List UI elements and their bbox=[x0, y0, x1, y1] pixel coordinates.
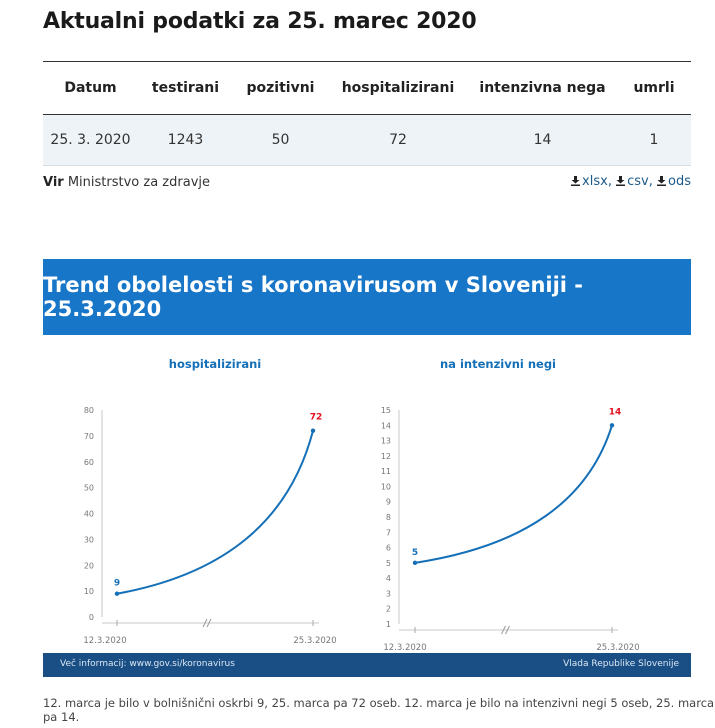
page-heading: Aktualni podatki za 25. marec 2020 bbox=[43, 9, 477, 34]
download-label: xlsx bbox=[582, 174, 608, 189]
y-tick-label: 0 bbox=[88, 613, 94, 622]
footer-info-link[interactable]: Več informacij: www.gov.si/koronavirus bbox=[60, 659, 235, 669]
download-icon bbox=[571, 176, 580, 186]
data-point bbox=[413, 561, 417, 565]
download-separator: , bbox=[648, 174, 653, 189]
source-label: Vir bbox=[43, 175, 64, 190]
x-tick-label: 25.3.2020 bbox=[596, 643, 640, 653]
y-tick-label: 13 bbox=[380, 436, 391, 446]
table-cell: 25. 3. 2020 bbox=[43, 115, 138, 166]
data-table bbox=[43, 61, 691, 166]
data-point bbox=[311, 429, 315, 433]
series-line bbox=[415, 425, 612, 563]
download-ods-link[interactable] bbox=[657, 174, 691, 189]
download-csv-link[interactable] bbox=[616, 174, 649, 189]
table-cell: 14 bbox=[468, 115, 617, 166]
download-label: csv bbox=[627, 174, 649, 189]
y-tick-label: 20 bbox=[83, 561, 94, 571]
table-row bbox=[43, 115, 691, 166]
column-header: intenzivna nega bbox=[468, 62, 617, 115]
column-header: testirani bbox=[138, 62, 233, 115]
y-tick-label: 4 bbox=[385, 574, 391, 584]
y-tick-label: 7 bbox=[385, 528, 391, 538]
data-label-end: 14 bbox=[608, 407, 622, 418]
series-line bbox=[117, 431, 313, 594]
data-label-start: 5 bbox=[411, 547, 419, 558]
infographic bbox=[43, 259, 691, 677]
download-links bbox=[571, 174, 691, 189]
source-text: Ministrstvo za zdravje bbox=[67, 175, 210, 190]
y-tick-label: 3 bbox=[385, 589, 391, 599]
y-tick-label: 70 bbox=[83, 431, 94, 441]
x-tick-label: 25.3.2020 bbox=[293, 636, 337, 646]
x-tick-label: 12.3.2020 bbox=[383, 643, 427, 653]
image-caption: 12. marca je bilo v bolnišnični oskrbi 9, 25. marca pa 72 oseb. 12. marca je bilo na intenzivni negi 5 oseb, 25. marca pa 14. bbox=[43, 696, 715, 724]
y-tick-label: 2 bbox=[385, 604, 391, 614]
data-point bbox=[610, 423, 614, 427]
column-header: pozitivni bbox=[233, 62, 328, 115]
table-cell: 1 bbox=[617, 115, 691, 166]
table-cell: 72 bbox=[328, 115, 468, 166]
y-tick-label: 1 bbox=[385, 620, 391, 629]
charts-area bbox=[43, 335, 691, 653]
y-tick-label: 30 bbox=[83, 535, 94, 545]
footer-credit: Vlada Republike Slovenije bbox=[563, 659, 679, 669]
y-tick-label: 15 bbox=[380, 406, 391, 415]
y-tick-label: 10 bbox=[380, 482, 391, 492]
infographic-banner bbox=[43, 259, 691, 335]
y-tick-label: 9 bbox=[385, 497, 391, 507]
column-header: umrli bbox=[617, 62, 691, 115]
download-separator: , bbox=[607, 174, 612, 189]
y-tick-label: 5 bbox=[385, 558, 391, 568]
column-header: hospitalizirani bbox=[328, 62, 468, 115]
y-tick-label: 50 bbox=[83, 483, 94, 493]
y-tick-label: 40 bbox=[83, 509, 94, 519]
table-header-row bbox=[43, 62, 691, 115]
download-icon bbox=[616, 176, 625, 186]
data-label-end: 72 bbox=[309, 412, 323, 423]
chart-title: na intenzivni negi bbox=[440, 357, 556, 371]
y-tick-label: 80 bbox=[83, 406, 94, 415]
chart-title: hospitalizirani bbox=[168, 357, 262, 371]
download-xlsx-link[interactable] bbox=[571, 174, 608, 189]
source-note bbox=[43, 175, 210, 190]
infographic-title: Trend obolelosti s koronavirusom v Sloveniji - 25.3.2020 bbox=[43, 273, 584, 321]
y-tick-label: 12 bbox=[380, 451, 391, 461]
download-icon bbox=[657, 176, 666, 186]
data-label-start: 9 bbox=[113, 578, 121, 589]
download-label: ods bbox=[668, 174, 691, 189]
x-tick-label: 12.3.2020 bbox=[83, 636, 127, 646]
column-header: Datum bbox=[43, 62, 138, 115]
y-tick-label: 10 bbox=[83, 587, 94, 597]
y-tick-label: 8 bbox=[385, 513, 391, 522]
table-cell: 1243 bbox=[138, 115, 233, 166]
y-tick-label: 14 bbox=[380, 421, 391, 431]
table-cell: 50 bbox=[233, 115, 328, 166]
y-tick-label: 6 bbox=[385, 543, 391, 553]
y-tick-label: 60 bbox=[83, 457, 94, 467]
infographic-footer bbox=[43, 653, 691, 677]
data-point bbox=[115, 592, 119, 596]
y-tick-label: 11 bbox=[380, 467, 391, 477]
